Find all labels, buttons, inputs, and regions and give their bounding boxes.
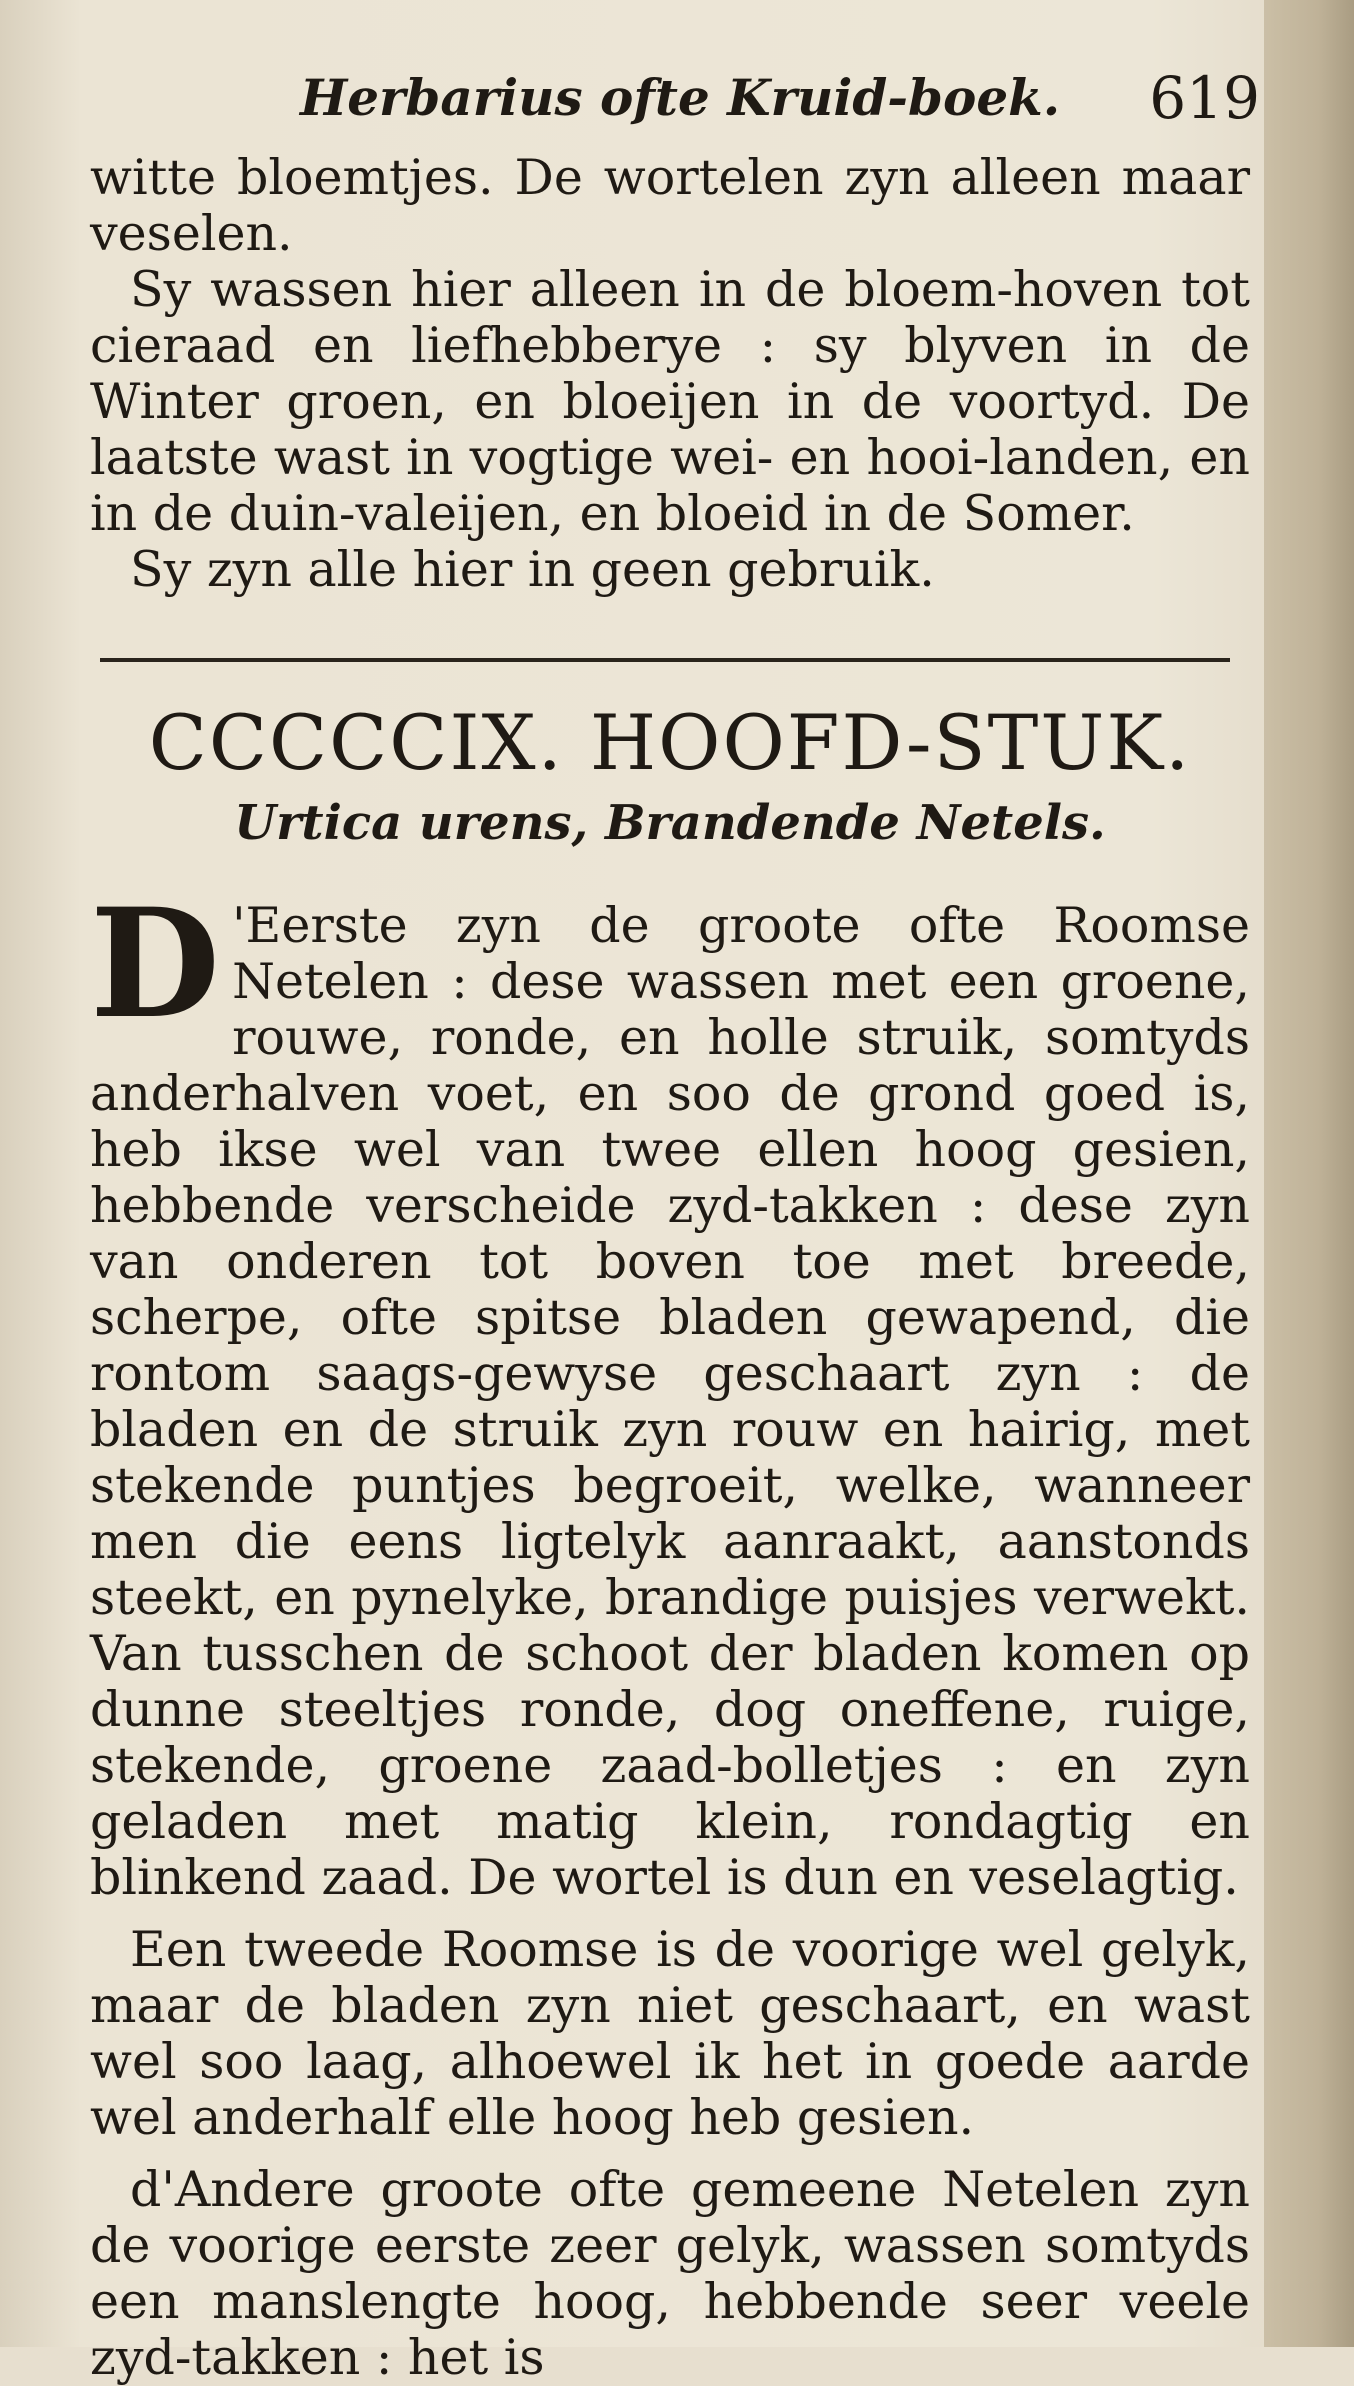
section-divider <box>100 658 1230 662</box>
body-paragraph-2: Een tweede Roomse is de voorige wel gelyk, maar de bladen zyn niet geschaart, en wast wel soo laag, alhoewel ik het in goede aarde wel anderhalf elle hoog heb gesien. <box>90 1921 1250 2146</box>
page-header <box>90 60 1260 150</box>
chapter-title: CCCCCIX. HOOFD-STUK. <box>148 698 1192 787</box>
paragraph-top-2: Sy wassen hier alleen in de bloem-hoven tot cieraad en liefhebberye : sy blyven in de Winter groen, en bloeijen in de voortyd. De laatste wast in vogtige wei- en hooi-landen, en in de duin-valeijen, en bloeid in de Somer. <box>90 261 1250 542</box>
chapter-subtitle: Urtica urens, Brandende Netels. <box>234 795 1106 851</box>
paragraph-top-3: Sy zyn alle hier in geen gebruik. <box>130 541 935 598</box>
body-paragraph-1-text: 'Eerste zyn de groote ofte Roomse Netelen : dese wassen met een groene, rouwe, ronde, en holle struik, somtyds anderhalven voet, en soo de grond goed is, heb ikse wel van twee ellen hoog gesien, hebbende verscheide zyd-takken : dese zyn van onderen tot boven toe met breede, scherpe, ofte spitse bladen gewapend, die rontom saags-gewyse geschaart zyn : de bladen en de struik zyn rouw en hairig, met stekende puntjes begroeit, welke, wanneer men die eens ligtelyk aanraakt, aanstonds steekt, en pynelyke, brandige puisjes verwekt. Van tusschen de schoot der bladen komen op dunne steeltjes ronde, dog oneffene, ruige, stekende, groene zaad-bolletjes : en zyn geladen met matig klein, rondagtig en blinkend zaad. De wortel is dun en veselagtig. <box>90 897 1250 1906</box>
paragraph-top-1: witte bloemtjes. De wortelen zyn alleen maar veselen. <box>90 149 1250 262</box>
page-content <box>90 60 1260 2386</box>
running-head: Herbarius ofte Kruid-boek. <box>300 68 1061 127</box>
body-paragraph-3: d'Andere groote ofte gemeene Netelen zyn de voorige eerste zeer gelyk, wassen somtyds een manslengte hoog, hebbende seer veele zyd-takken : het is <box>90 2161 1250 2386</box>
body-paragraph-1 <box>90 876 1250 1906</box>
facing-page-edge <box>1264 0 1354 2347</box>
drop-cap: D <box>90 876 221 1052</box>
page-number: 619 <box>1149 64 1260 132</box>
